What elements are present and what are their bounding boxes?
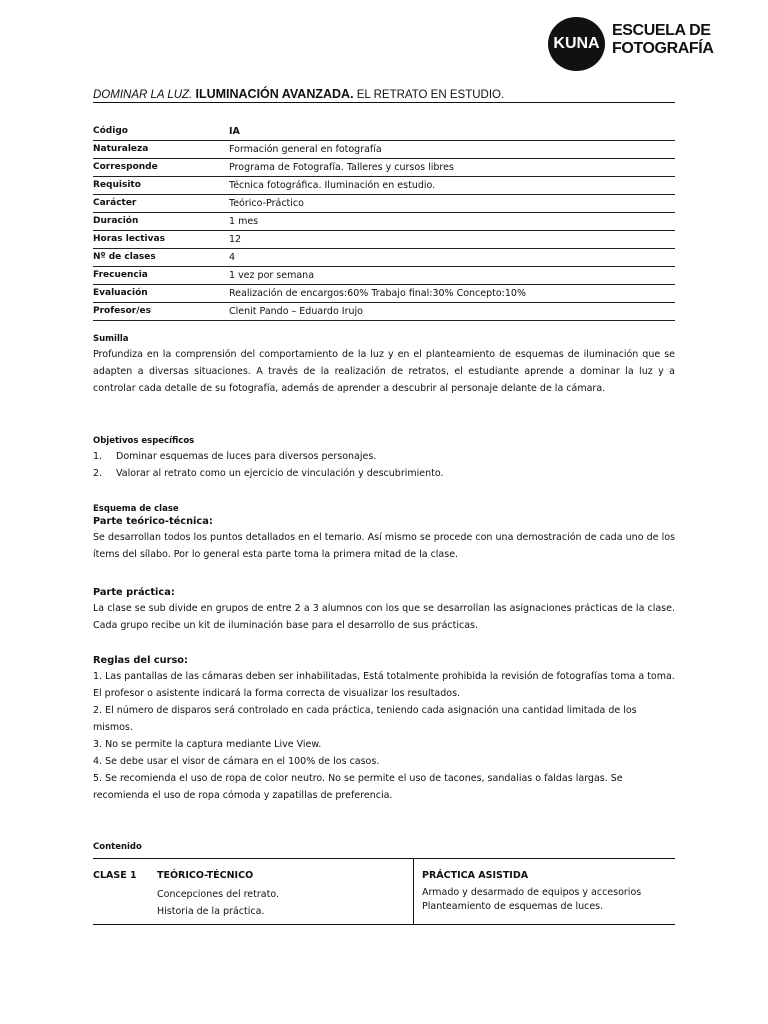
objetivo-item [93,465,675,482]
practica-text: La clase se sub divide en grupos de entre 2 a 3 alumnos con los que se desarrollan las asignaciones prácticas de la clase. Cada grupo recibe un kit de iluminación base para el desarrollo de sus prácticas. [93,603,675,631]
info-key: Naturaleza [93,141,229,159]
teorica-text: Se desarrollan todos los puntos detallados en el temario. Así mismo se procede con una demostración de cada uno de los ítems del sílabo. Por lo general esta parte toma la primera mitad de la clase. [93,532,675,560]
sumilla-text: Profundiza en la comprensión del comportamiento de la luz y en el planteamiento de esquemas de iluminación que se adapten a diversas situaciones. A través de la realización de retratos, el estudiante aprende a dominar la luz y a controlar cada detalle de su fotografía, además de aprender a descubrir al personaje delante de la cámara. [93,349,675,394]
info-key: Profesor/es [93,303,229,321]
info-row [93,123,675,141]
regla-item: 3. No se permite la captura mediante Live View. [93,739,322,750]
objetivo-item [93,448,675,465]
regla-item: 5. Se recomienda el uso de ropa de color neutro. No se permite el uso de tacones, sandalias o faldas largas. Se recomienda el uso de ropa cómoda y zapatillas de preferencia. [93,773,623,801]
logo-wordmark [612,22,713,58]
info-value: 1 mes [229,213,675,231]
info-key: Duración [93,213,229,231]
document-title [93,87,675,103]
objetivos-heading: Objetivos específicos [93,436,195,446]
title-bold: ILUMINACIÓN AVANZADA. [195,87,354,101]
reglas-section [93,654,675,804]
objetivo-text: Dominar esquemas de luces para diversos personajes. [116,451,377,462]
info-value: 4 [229,249,675,267]
objetivo-text: Valorar al retrato como un ejercicio de vinculación y descubrimiento. [116,468,444,479]
teorico-title: TEÓRICO-TÉCNICO [157,870,254,881]
info-row [93,231,675,249]
reglas-list [93,668,675,804]
info-row [93,141,675,159]
regla-item: 4. Se debe usar el visor de cámara en el 100% de los casos. [93,756,380,767]
info-row [93,303,675,321]
school-logo [548,17,714,71]
clase-label: CLASE 1 [93,870,137,881]
info-key: Evaluación [93,285,229,303]
info-value: Técnica fotográfica. Iluminación en estudio. [229,177,675,195]
practica-item: Planteamiento de esquemas de luces. [422,901,604,912]
info-value: 12 [229,231,675,249]
contenido-table [93,858,675,925]
info-key: Horas lectivas [93,231,229,249]
practica-heading: Parte práctica: [93,587,175,598]
teorico-list [157,886,279,920]
course-info-table [93,123,675,321]
info-key: Carácter [93,195,229,213]
reglas-heading: Reglas del curso: [93,655,188,666]
contenido-heading: Contenido [93,842,142,852]
info-row [93,267,675,285]
objetivo-number: 2. [93,468,103,479]
logo-line-2: FOTOGRAFÍA [612,40,714,57]
title-italic: DOMINAR LA LUZ. [93,89,193,101]
info-row [93,177,675,195]
esquema-section [93,503,675,563]
esquema-heading: Esquema de clase [93,504,179,514]
logo-circle [548,17,605,71]
info-key: Corresponde [93,159,229,177]
info-value: IA [229,123,675,141]
teorica-heading: Parte teórico-técnica: [93,516,213,527]
info-row [93,213,675,231]
practica-asistida-title: PRÁCTICA ASISTIDA [422,870,529,881]
info-key: Nº de clases [93,249,229,267]
sumilla-section [93,333,675,397]
logo-line-1: ESCUELA DE [612,22,711,39]
info-row [93,249,675,267]
info-value: Formación general en fotografía [229,141,675,159]
info-value: Programa de Fotografía. Talleres y cursos libres [229,159,675,177]
info-row [93,285,675,303]
title-rest: EL RETRATO EN ESTUDIO. [356,89,505,101]
info-value: Teórico-Práctico [229,195,675,213]
column-divider [413,859,414,925]
info-key: Requisito [93,177,229,195]
info-value: Realización de encargos:60% Trabajo final:30% Concepto:10% [229,285,675,303]
regla-item: 1. Las pantallas de las cámaras deben ser inhabilitadas, Está totalmente prohibida la revisión de fotografías toma a toma. El profesor o asistente indicará la forma correcta de visualizar los resultados. [93,671,675,699]
objetivos-section [93,435,675,482]
regla-item: 2. El número de disparos será controlado en cada práctica, teniendo cada asignación una cantidad limitada de los mismos. [93,705,637,733]
teorico-item: Concepciones del retrato. [157,889,279,900]
info-key: Frecuencia [93,267,229,285]
info-key: Código [93,123,229,141]
practica-asistida-list [422,886,641,914]
info-row [93,159,675,177]
sumilla-heading: Sumilla [93,334,129,344]
practica-section [93,586,675,634]
objetivos-list [93,448,675,482]
objetivo-number: 1. [93,451,103,462]
logo-mark: KUNA [553,35,600,52]
info-value: 1 vez por semana [229,267,675,285]
teorico-item: Historia de la práctica. [157,906,265,917]
info-value: Clenit Pando – Eduardo Irujo [229,303,675,321]
info-row [93,195,675,213]
practica-item: Armado y desarmado de equipos y accesorios [422,887,642,898]
